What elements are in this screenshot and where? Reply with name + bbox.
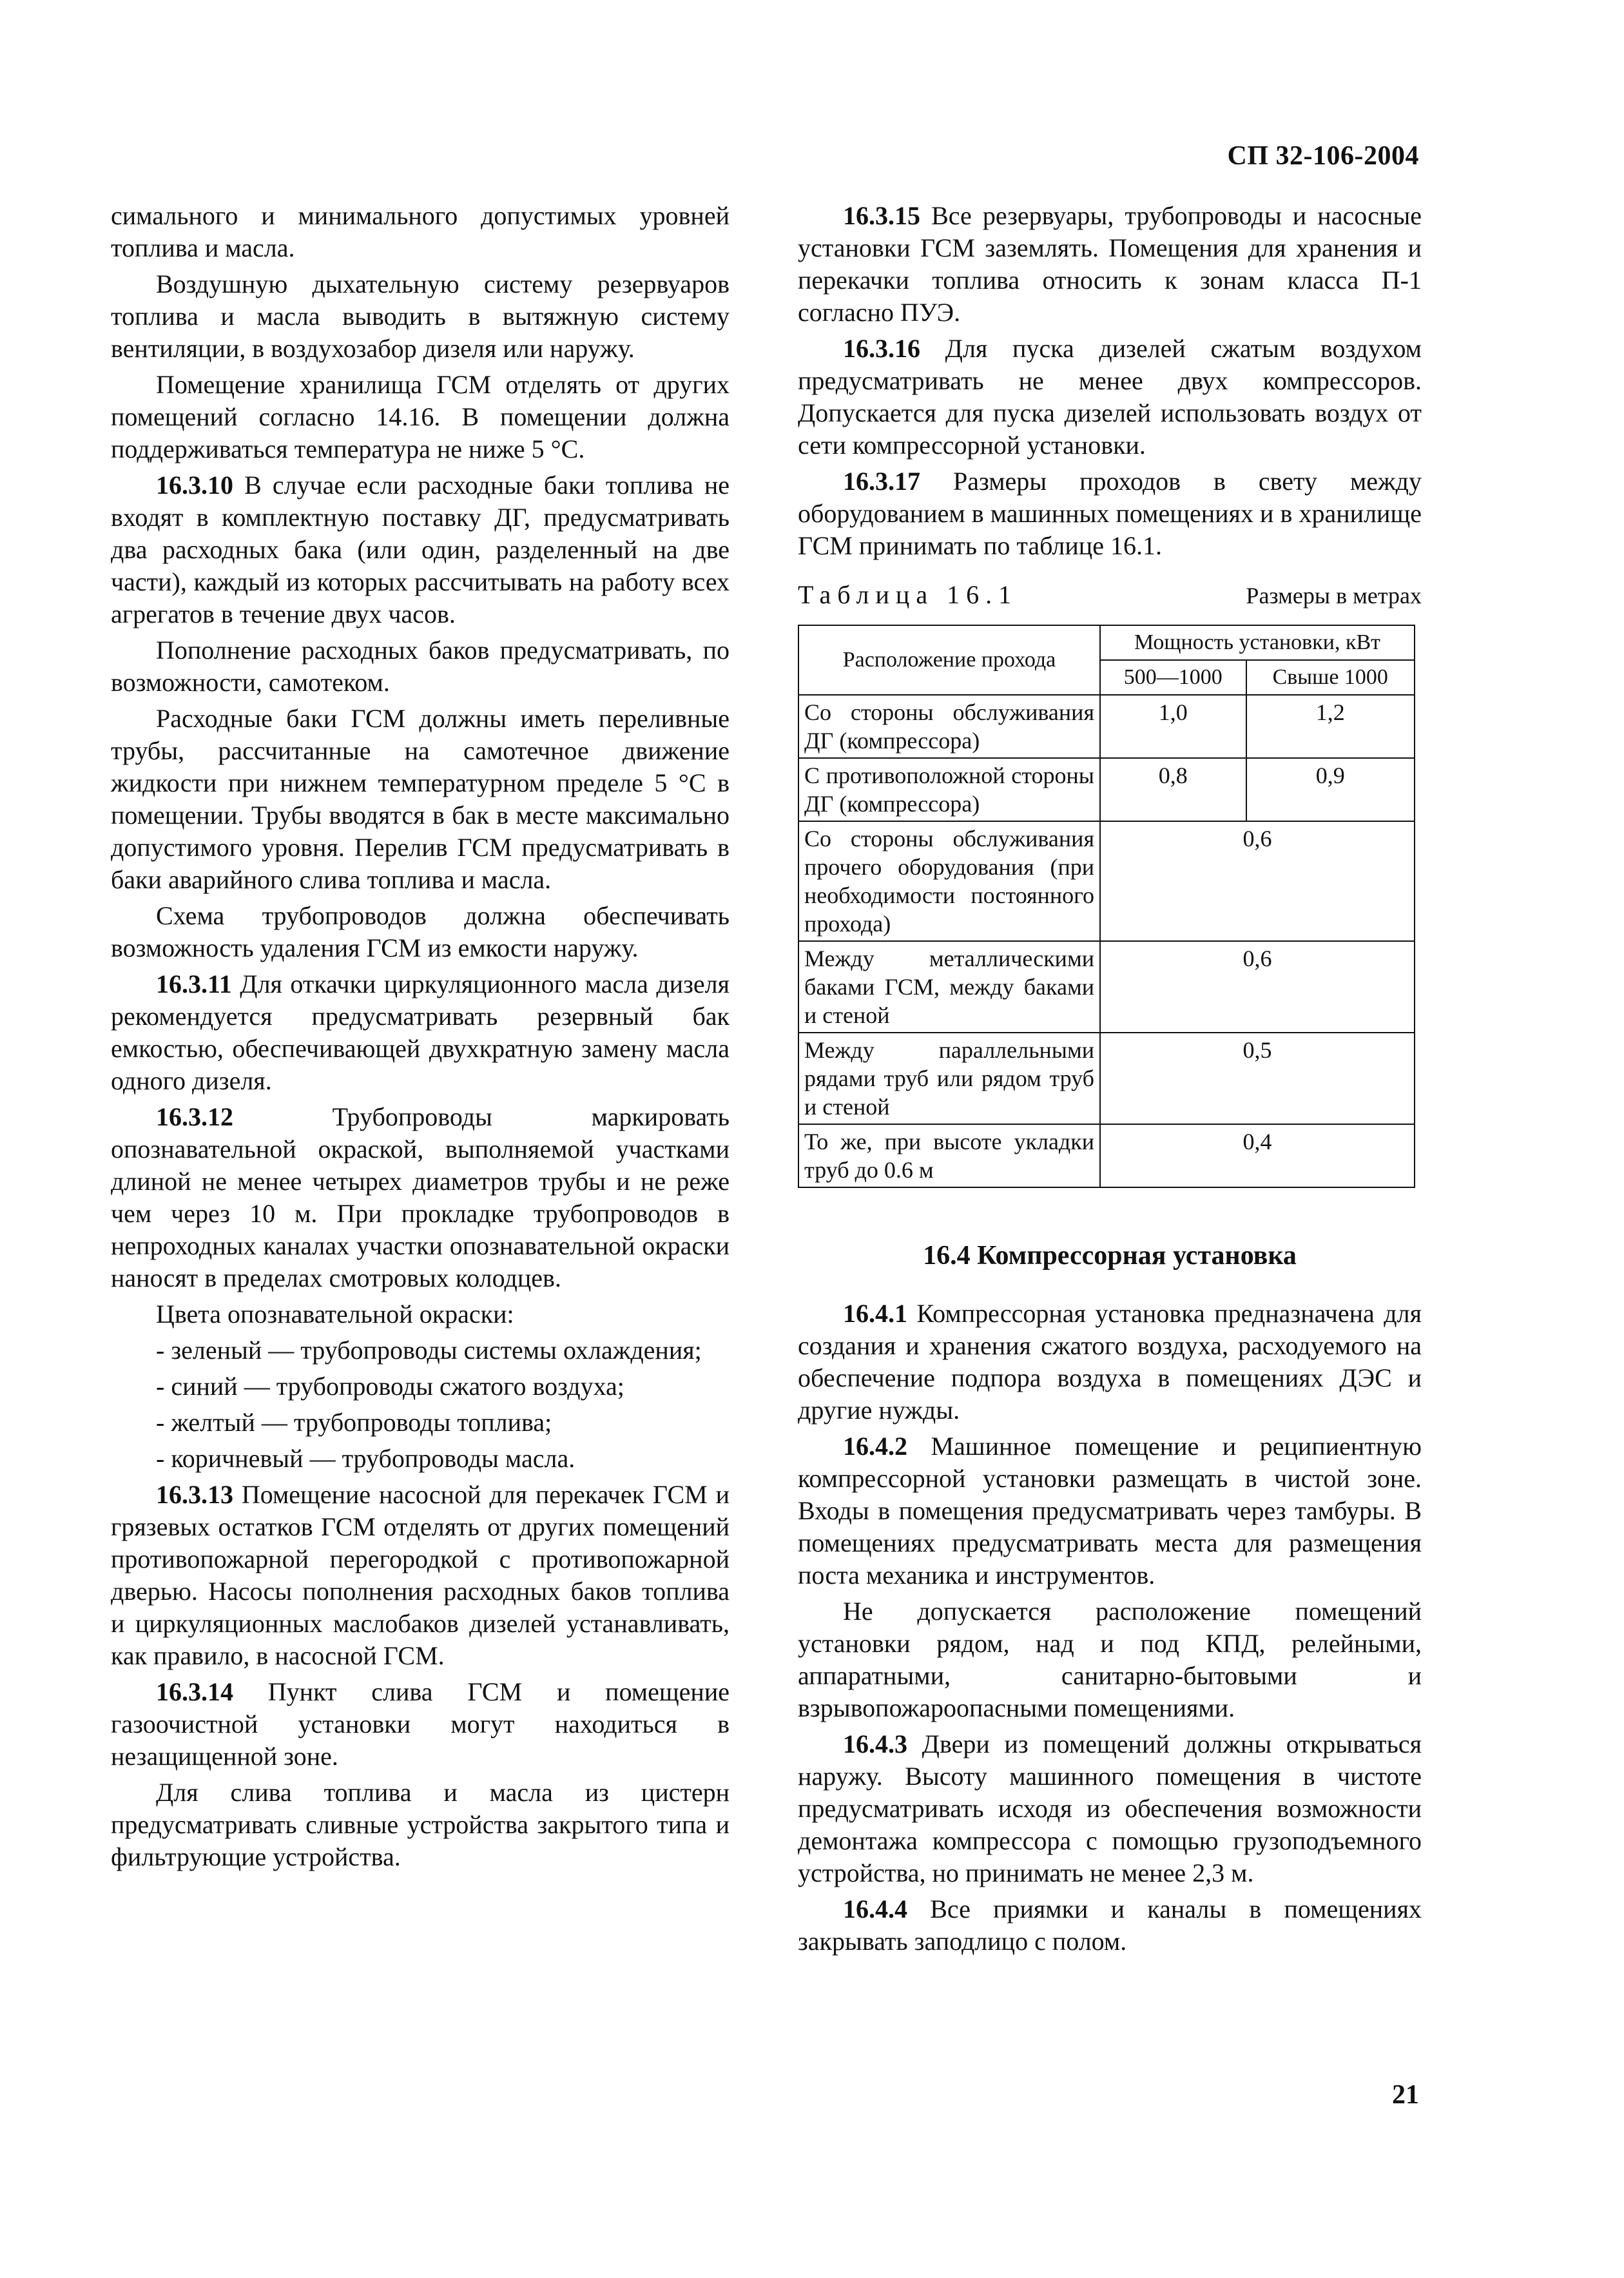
right-column-top <box>798 200 1422 562</box>
running-header: СП 32-106-2004 <box>1227 141 1419 171</box>
clause-number: 16.3.15 <box>843 201 920 230</box>
paragraph <box>798 1728 1422 1889</box>
paragraph-text: Для слива топлива и масла из цистерн предусматривать сливные устройства закрытого типа и фильтрующие устройства. <box>111 1778 730 1871</box>
paragraph <box>798 1893 1422 1958</box>
clause-number: 16.3.14 <box>156 1677 233 1706</box>
cell-place: То же, при высоте укладки труб до 0.6 м <box>798 1124 1100 1187</box>
paragraph <box>111 1370 730 1403</box>
paragraph <box>111 1298 730 1330</box>
paragraph <box>111 703 730 896</box>
header-power: Мощность установки, кВт <box>1100 625 1415 660</box>
table-row <box>798 758 1415 821</box>
cell-place: Со стороны обслуживания прочего оборудования (при необходимости постоянного прохода) <box>798 821 1100 941</box>
paragraph <box>111 369 730 465</box>
paragraph <box>798 1430 1422 1592</box>
header-over-1000: Свыше 1000 <box>1246 660 1415 695</box>
paragraph-text: Компрессорная установка предназначена для создания и хранения сжатого воздуха, расходуемого на обеспечение подпора воздуха в помещениях ДЭС и другие нужды. <box>798 1299 1422 1425</box>
clause-number: 16.3.11 <box>156 969 232 998</box>
clause-number: 16.3.17 <box>843 467 920 496</box>
page-number: 21 <box>1392 2080 1419 2110</box>
paragraph-text: Не допускается расположение помещений установки рядом, над и под КПД, релейными, аппаратными, санитарно-бытовыми и взрывопожароопасными помещениями. <box>798 1597 1422 1722</box>
paragraph <box>111 268 730 365</box>
paragraph-text: Для откачки циркуляционного масла дизеля рекомендуется предусматривать резервный бак емкостью, обеспечивающей двухкратную замену масла одного дизеля. <box>111 969 730 1095</box>
clause-number: 16.3.12 <box>156 1102 233 1131</box>
paragraph-text: Для пуска дизелей сжатым воздухом предусматривать не менее двух компрессоров. Допускается для пуска дизелей использовать воздух от сети компрессорной установки. <box>798 334 1422 460</box>
paragraph <box>111 1443 730 1475</box>
paragraph-text: - желтый — трубопроводы топлива; <box>156 1408 552 1437</box>
table-row <box>798 695 1415 758</box>
paragraph <box>111 1334 730 1367</box>
table-row <box>798 941 1415 1033</box>
section-title: 16.4 Компрессорная установка <box>923 1241 1297 1270</box>
table-row <box>798 821 1415 941</box>
paragraph <box>111 469 730 630</box>
paragraph-text: Воздушную дыхательную систему резервуаров топлива и масла выводить в вытяжную систему вентиляции, в воздухозабор дизеля или наружу. <box>111 269 730 363</box>
clause-number: 16.3.13 <box>156 1480 233 1509</box>
paragraph-text: симального и минимального допустимых уровней топлива и масла. <box>111 201 730 262</box>
paragraph-text: Помещение насосной для перекачек ГСМ и грязевых остатков ГСМ отделять от других помещений противопожарной перегородкой с противопожарной дверью. Насосы пополнения расходных баков топлива и циркуляционных маслобаков дизелей устанавливать, как правило, в насосной ГСМ. <box>111 1480 730 1670</box>
cell-value-both: 0,4 <box>1100 1124 1415 1187</box>
paragraph <box>111 1777 730 1873</box>
paragraph <box>111 900 730 964</box>
cell-value-b: 1,2 <box>1246 695 1415 758</box>
paragraph-text: - коричневый — трубопроводы масла. <box>156 1444 575 1473</box>
cell-place: Между металлическими баками ГСМ, между баками и стеной <box>798 941 1100 1033</box>
table-row <box>798 1033 1415 1124</box>
paragraph-text: Все резервуары, трубопроводы и насосные установки ГСМ заземлять. Помещения для хранения и перекачки топлива относить к зонам класса П-1 согласно ПУЭ. <box>798 201 1422 327</box>
paragraph <box>111 1407 730 1439</box>
paragraph-text: Пополнение расходных баков предусматривать, по возможности, самотеком. <box>111 636 730 697</box>
cell-value-both: 0,6 <box>1100 821 1415 941</box>
header-500-1000: 500—1000 <box>1100 660 1246 695</box>
cell-value-both: 0,6 <box>1100 941 1415 1033</box>
cell-value-a: 0,8 <box>1100 758 1246 821</box>
cell-place: Со стороны обслуживания ДГ (компрессора) <box>798 695 1100 758</box>
table-row <box>798 1124 1415 1187</box>
paragraph-text: Расходные баки ГСМ должны иметь переливные трубы, рассчитанные на самотечное движение жидкости при нижнем температурном пределе 5 °С в помещении. Трубы вводятся в бак в месте максимально допустимого уровня. Перелив ГСМ предусматривать в баки аварийного слива топлива и масла. <box>111 704 730 894</box>
paragraph <box>111 1479 730 1672</box>
paragraph-text: Цвета опознавательной окраски: <box>156 1300 514 1329</box>
paragraph <box>111 968 730 1097</box>
left-column <box>111 200 730 1877</box>
clause-number: 16.4.1 <box>843 1299 907 1328</box>
clause-number: 16.4.2 <box>843 1432 907 1461</box>
paragraph <box>798 333 1422 462</box>
paragraph <box>111 1101 730 1294</box>
cell-place: Между параллельными рядами труб или рядом труб и стеной <box>798 1033 1100 1124</box>
right-column <box>798 200 1422 1962</box>
clause-number: 16.3.10 <box>156 471 233 500</box>
paragraph <box>111 200 730 264</box>
clause-number: 16.3.16 <box>843 334 920 363</box>
paragraph <box>798 200 1422 329</box>
table-caption: Таблица 16.1 <box>798 580 1018 609</box>
paragraph-text: Схема трубопроводов должна обеспечивать возможность удаления ГСМ из емкости наружу. <box>111 901 730 962</box>
paragraph-text: Машинное помещение и реципиентную компрессорной установки размещать в чистой зоне. Входы в помещения предусматривать через тамбуры. В помещениях предусматривать места для размещения поста механика и инструментов. <box>798 1432 1422 1590</box>
table-caption-row <box>798 579 1422 612</box>
cell-place: С противоположной стороны ДГ (компрессора) <box>798 758 1100 821</box>
paragraph-text: Пункт слива ГСМ и помещение газоочистной установки могут находиться в незащищенной зоне. <box>111 1677 730 1771</box>
paragraph <box>798 1595 1422 1724</box>
paragraph-text: - синий — трубопроводы сжатого воздуха; <box>156 1372 624 1401</box>
paragraph-text: Все приямки и каналы в помещениях закрывать заподлицо с полом. <box>798 1894 1422 1956</box>
header-place: Расположение прохода <box>798 625 1100 695</box>
paragraph <box>798 465 1422 562</box>
paragraph-text: В случае если расходные баки топлива не входят в комплектную поставку ДГ, предусматривать два расходных бака (или один, разделенный на две части), каждый из которых рассчитывать на работу всех агрегатов в течение двух часов. <box>111 471 730 628</box>
cell-value-a: 1,0 <box>1100 695 1246 758</box>
cell-value-both: 0,5 <box>1100 1033 1415 1124</box>
right-column-bottom <box>798 1298 1422 1958</box>
paragraph <box>111 634 730 699</box>
table-unit: Размеры в метрах <box>1246 583 1422 608</box>
paragraph-text: Трубопроводы маркировать опознавательной окраской, выполняемой участками длиной не менее четырех диаметров трубы и не реже чем через 10 м. При прокладке трубопроводов в непроходных каналах участки опознавательной окраски наносят в пределах смотровых колодцев. <box>111 1102 730 1292</box>
paragraph-text: Помещение хранилища ГСМ отделять от других помещений согласно 14.16. В помещении должна поддерживаться температура не ниже 5 °С. <box>111 370 730 463</box>
clause-number: 16.4.4 <box>843 1894 907 1923</box>
passage-size-table <box>798 625 1415 1188</box>
paragraph <box>798 1298 1422 1426</box>
paragraph-text: Двери из помещений должны открываться наружу. Высоту машинного помещения в чистоте предусматривать исходя из обеспечения возможности демонтажа компрессора с помощью грузоподъемного устройства, но принимать не менее 2,3 м. <box>798 1729 1422 1887</box>
paragraph-text: Размеры проходов в свету между оборудованием в машинных помещениях и в хранилище ГСМ принимать по таблице 16.1. <box>798 467 1422 560</box>
paragraph <box>111 1676 730 1773</box>
clause-number: 16.4.3 <box>843 1729 907 1758</box>
paragraph-text: - зеленый — трубопроводы системы охлаждения; <box>156 1336 702 1365</box>
cell-value-b: 0,9 <box>1246 758 1415 821</box>
